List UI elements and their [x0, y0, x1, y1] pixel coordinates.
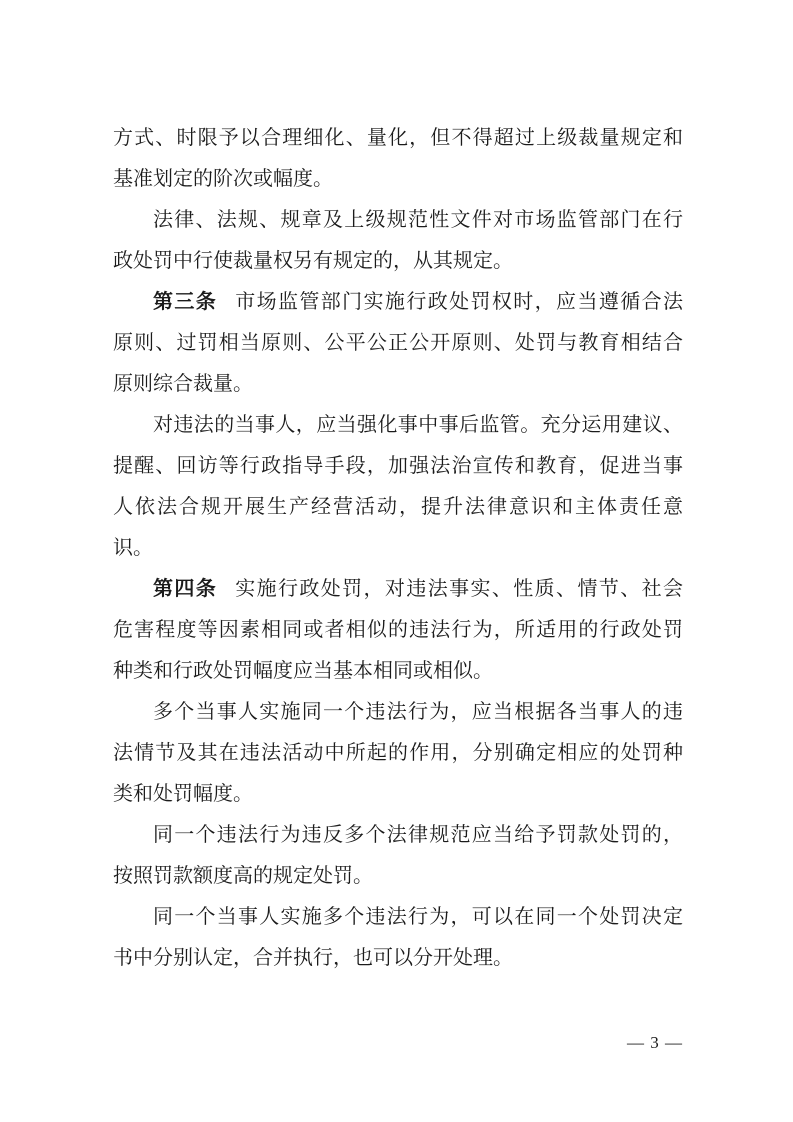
document-line: 提醒、回访等行政指导手段，加强法治宣传和教育，促进当事 [113, 455, 683, 477]
document-line [113, 569, 683, 610]
document-line: 书中分别认定，合并执行，也可以分开处理。 [113, 947, 513, 969]
document-line: 政处罚中行使裁量权另有规定的，从其规定。 [113, 250, 513, 272]
document-line [113, 282, 683, 323]
line-text: 实施行政处罚，对违法事实、性质、情节、社会 [235, 578, 684, 600]
document-line: 原则、过罚相当原则、公平公正公开原则、处罚与教育相结合 [113, 332, 683, 354]
document-line: 同一个违法行为违反多个法律规范应当给予罚款处罚的， [153, 824, 683, 846]
document-line: 基准划定的阶次或幅度。 [113, 168, 333, 190]
document-line: 法律、法规、规章及上级规范性文件对市场监管部门在行 [153, 209, 683, 231]
document-line: 同一个当事人实施多个违法行为，可以在同一个处罚决定 [153, 906, 683, 928]
document-line: 原则综合裁量。 [113, 373, 253, 395]
article-number-3: 第三条 [153, 291, 218, 313]
document-body [113, 118, 683, 979]
document-line: 人依法合规开展生产经营活动，提升法律意识和主体责任意 [113, 496, 683, 518]
document-line: 法情节及其在违法活动中所起的作用，分别确定相应的处罚种 [113, 742, 683, 764]
document-line: 对违法的当事人，应当强化事中事后监管。充分运用建议、 [153, 414, 683, 436]
line-text: 市场监管部门实施行政处罚权时，应当遵循合法 [235, 291, 684, 313]
document-line: 种类和行政处罚幅度应当基本相同或相似。 [113, 660, 493, 682]
page-number: — 3 — [627, 1033, 683, 1052]
document-line: 危害程度等因素相同或者相似的违法行为，所适用的行政处罚 [113, 619, 683, 641]
document-line: 识。 [113, 537, 153, 559]
document-line: 方式、时限予以合理细化、量化，但不得超过上级裁量规定和 [113, 127, 683, 149]
article-number-4: 第四条 [153, 578, 218, 600]
document-line: 按照罚款额度高的规定处罚。 [113, 865, 373, 887]
document-line: 类和处罚幅度。 [113, 783, 253, 805]
document-line: 多个当事人实施同一个违法行为，应当根据各当事人的违 [153, 701, 683, 723]
